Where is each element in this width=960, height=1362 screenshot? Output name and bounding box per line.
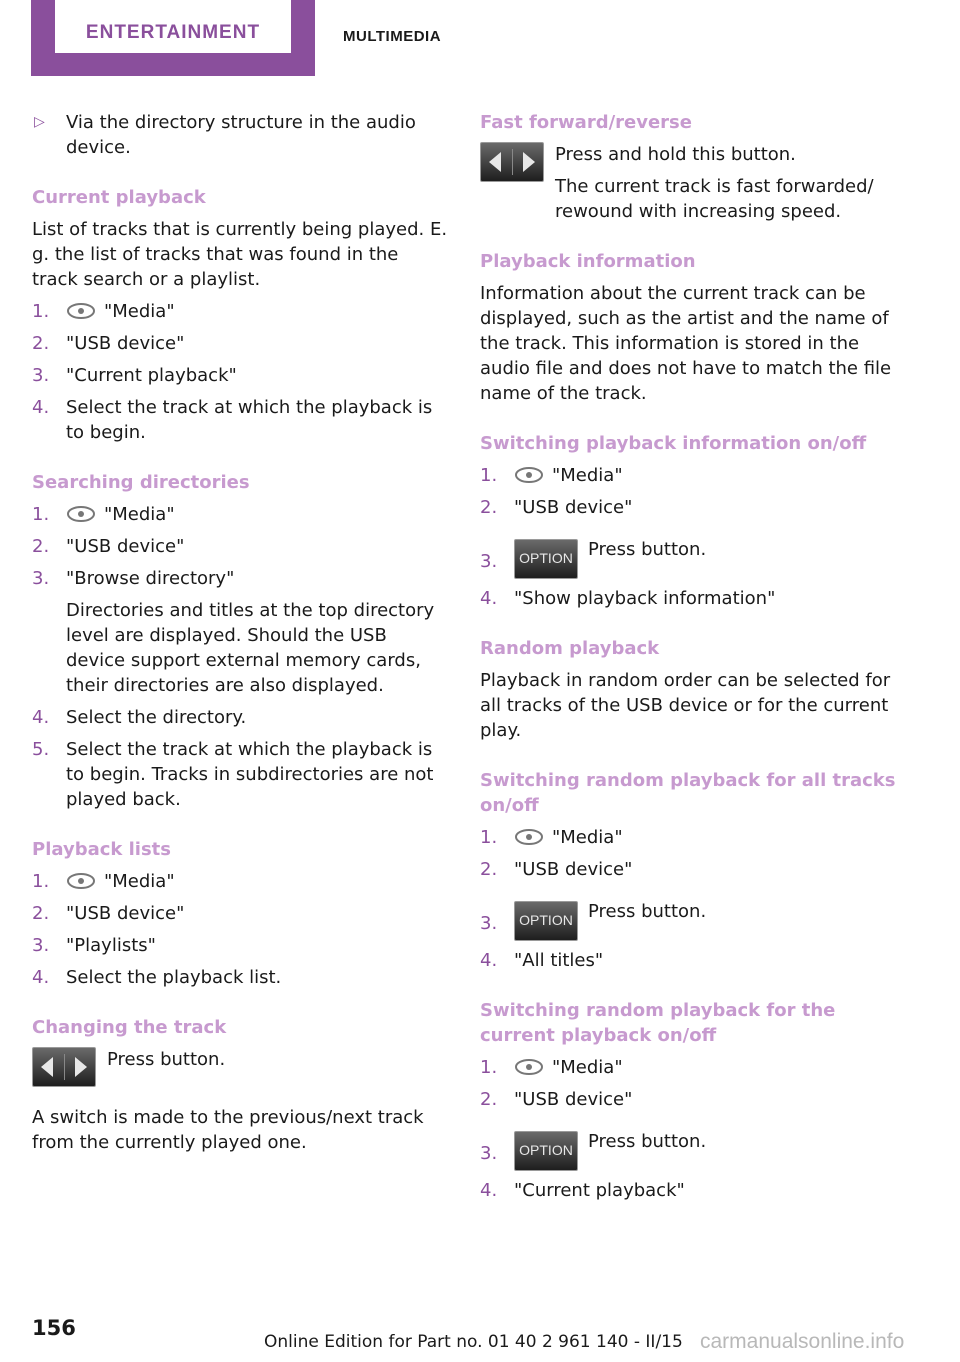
switch-info-heading: Switching playback information on/off (480, 433, 867, 454)
random-all-heading: Switching random playback for all tracks on/off (480, 770, 896, 816)
list-item: 1. "Media" (32, 871, 175, 892)
list-item: 2. "USB device" (480, 497, 633, 518)
left-column (32, 110, 448, 1180)
current-playback-body: List of tracks that is currently being played. E. g. the list of tracks that was found in the track search or a playlist. (32, 219, 448, 290)
searching-directories-section (32, 470, 448, 812)
list-item: 1. "Media" (32, 301, 175, 322)
fast-forward-reverse-button[interactable] (480, 142, 544, 182)
list-item: 1. "Media" (480, 465, 623, 486)
list-item: 1. "Media" (480, 827, 623, 848)
next-icon (75, 1057, 87, 1077)
playback-lists-section (32, 837, 448, 990)
reverse-icon (489, 152, 501, 172)
playback-lists-heading: Playback lists (32, 839, 171, 860)
media-icon (514, 827, 544, 847)
list-item: 2. "USB device" (32, 536, 185, 557)
list-item: 4. "Current playback" (480, 1180, 685, 1201)
list-item: 2. "USB device" (480, 1089, 633, 1110)
switch-info-section (480, 431, 896, 611)
random-all-section (480, 768, 896, 973)
section-title: MULTIMEDIA (343, 28, 442, 45)
list-item: 1. "Media" (32, 504, 175, 525)
list-item: 5. Select the track at which the playback is to begin. Tracks in subdirectories are not played back. (32, 739, 434, 810)
option-button[interactable]: OPTION (514, 1131, 578, 1171)
playlists-steps (32, 869, 448, 990)
list-item: 1. "Media" (480, 1057, 623, 1078)
directory-bullet: ▷ Via the directory structure in the audio device. (34, 112, 416, 158)
list-item: 3. OPTION Press button. (480, 889, 896, 941)
list-item: 3. OPTION Press button. (480, 527, 896, 579)
forward-icon (523, 152, 535, 172)
fast-forward-section (480, 110, 896, 224)
list-item: 3. "Playlists" (32, 935, 156, 956)
media-icon (66, 301, 96, 321)
current-playback-section (32, 185, 448, 445)
searching-heading: Searching directories (32, 472, 250, 493)
random-playback-section (480, 636, 896, 743)
random-current-heading: Switching random playback for the current playback on/off (480, 1000, 836, 1046)
current-playback-heading: Current playback (32, 187, 206, 208)
random-playback-body: Playback in random order can be selected for all tracks of the USB device or for the current play. (480, 670, 891, 741)
right-column (480, 110, 896, 1228)
watermark: carmanualsonline.info (700, 1330, 905, 1353)
list-item: 4. Select the playback list. (32, 967, 282, 988)
changing-track-body: A switch is made to the previous/next track from the currently played one. (32, 1107, 424, 1153)
changing-track-section (32, 1015, 448, 1155)
list-item: 3. "Current playback" (32, 365, 237, 386)
list-item: 2. "USB device" (32, 903, 185, 924)
triangle-bullet-icon: ▷ (34, 114, 45, 130)
current-playback-steps (32, 299, 448, 445)
page-number: 156 (32, 1316, 76, 1340)
media-icon (514, 1057, 544, 1077)
searching-steps (32, 502, 448, 812)
list-item: 4. Select the track at which the playback is to begin. (32, 397, 433, 443)
list-item: 2. "USB device" (480, 859, 633, 880)
prev-next-button[interactable] (32, 1047, 96, 1087)
list-item: 4. Select the directory. (32, 707, 247, 728)
list-item: 3. "Browse directory" Directories and titles at the top directory level are displayed. Should the USB device support external memory cards, their directories are also displayed. (32, 568, 435, 696)
chapter-title: ENTERTAINMENT (85, 22, 261, 43)
changing-track-heading: Changing the track (32, 1017, 227, 1038)
random-playback-heading: Random playback (480, 638, 660, 659)
random-current-section (480, 998, 896, 1203)
media-icon (66, 871, 96, 891)
list-item: 2. "USB device" (32, 333, 185, 354)
fast-forward-heading: Fast forward/reverse (480, 112, 692, 133)
playback-info-section (480, 249, 896, 406)
edition-footer: Online Edition for Part no. 01 40 2 961 140 - II/15 (264, 1332, 683, 1352)
playback-info-heading: Playback information (480, 251, 696, 272)
seek-button-row: Press button. (32, 1047, 448, 1087)
list-item: 4. "All titles" (480, 950, 604, 971)
media-icon (66, 504, 96, 524)
list-item: 3. OPTION Press button. (480, 1119, 896, 1171)
option-button[interactable]: OPTION (514, 901, 578, 941)
playback-info-body: Information about the current track can be displayed, such as the artist and the name of the track. This information is stored in the audio file and does not have to match the file name of the track. (480, 283, 892, 404)
media-icon (514, 465, 544, 485)
option-button[interactable]: OPTION (514, 539, 578, 579)
previous-icon (41, 1057, 53, 1077)
list-item: 4. "Show playback information" (480, 588, 776, 609)
seek-button-row: Press and hold this button. The current track is fast forwarded/ rewound with increasing speed. (480, 142, 896, 224)
